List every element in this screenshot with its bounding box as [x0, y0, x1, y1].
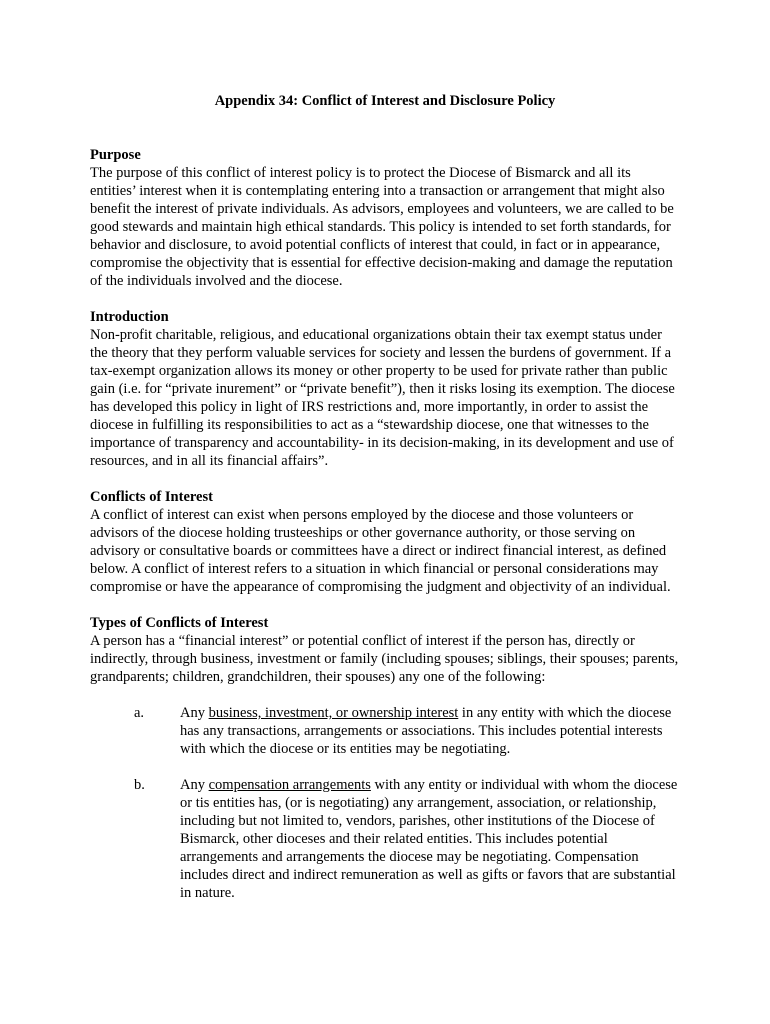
section-heading-purpose: Purpose — [90, 147, 141, 163]
list-item — [90, 776, 680, 902]
section-conflicts-of-interest — [90, 488, 680, 596]
list-item-text — [180, 776, 680, 902]
section-introduction — [90, 308, 680, 470]
section-types-of-conflicts — [90, 614, 680, 902]
list-item-text-before: Any — [180, 777, 209, 793]
section-text-purpose: The purpose of this conflict of interest policy is to protect the Diocese of Bismarck and all its entities’ interest when it is contemplating entering into a transaction or arrangement that might also benefit the interest of private individuals. As advisors, employees and volunteers, we are called to be good stewards and maintain high ethical standards. This policy is intended to set forth standards, for behavior and disclosure, to avoid potential conflicts of interest that could, in fact or in appearance, compromise the objectivity that is essential for effective decision-making and damage the reputation of the individuals involved and the diocese. — [90, 165, 674, 289]
section-heading-introduction: Introduction — [90, 309, 169, 325]
list-item-text — [180, 704, 680, 758]
section-heading-types-of-conflicts: Types of Conflicts of Interest — [90, 615, 269, 631]
section-purpose — [90, 146, 680, 290]
section-text-introduction: Non-profit charitable, religious, and educational organizations obtain their tax exempt status under the theory that they perform valuable services for society and lessen the burdens of government. If a tax-exempt organization allows its money or other property to be used for private rather than public gain (i.e. for “private inurement” or “private benefit”), then it risks losing its exemption. The diocese has developed this policy in light of IRS restrictions and, more importantly, in order to assist the diocese in fulfilling its responsibilities to act as a “stewardship diocese, one that witnesses to the importance of transparency and accountability- in its decision-making, in its development and use of resources, and in all its financial affairs”. — [90, 327, 675, 469]
list-item-text-before: Any — [180, 705, 209, 721]
conflict-types-list — [90, 704, 680, 902]
list-item — [90, 704, 680, 758]
document-title: Appendix 34: Conflict of Interest and Disclosure Policy — [214, 93, 556, 109]
section-text-types-of-conflicts: A person has a “financial interest” or potential conflict of interest if the person has, directly or indirectly, through business, investment or family (including spouses; siblings, their spouses; parents, grandparents; children, grandchildren, their spouses) any one of the following: — [90, 633, 679, 685]
document-body — [90, 146, 680, 920]
list-item-text-after: in any entity with which the diocese has any transactions, arrangements or associations. This includes potential interests with which the diocese or its entities may be negotiating. — [180, 705, 672, 757]
list-item-marker: a. — [134, 705, 145, 721]
section-text-conflicts-of-interest: A conflict of interest can exist when persons employed by the diocese and those volunteers or advisors of the diocese holding trusteeships or other governance authority, or those serving on advisory or consultative boards or committees have a direct or indirect financial interest, as defined below. A conflict of interest refers to a situation in which financial or personal considerations may compromise or have the appearance of compromising the judgment and objectivity of an individual. — [90, 507, 671, 595]
list-item-marker: b. — [134, 777, 145, 793]
section-heading-conflicts-of-interest: Conflicts of Interest — [90, 489, 213, 505]
list-item-underlined-term: compensation arrangements — [208, 777, 371, 793]
list-item-text-after: with any entity or individual with whom the diocese or tis entities has, (or is negotiating) any arrangement, association, or relationship, including but not limited to, vendors, parishes, other institutions of the Diocese of Bismarck, other dioceses and their related entities. This includes potential arrangements and arrangements the diocese may be negotiating. Compensation includes direct and indirect remuneration as well as gifts or favors that are substantial in nature. — [180, 777, 678, 901]
list-item-underlined-term: business, investment, or ownership interest — [208, 705, 459, 721]
